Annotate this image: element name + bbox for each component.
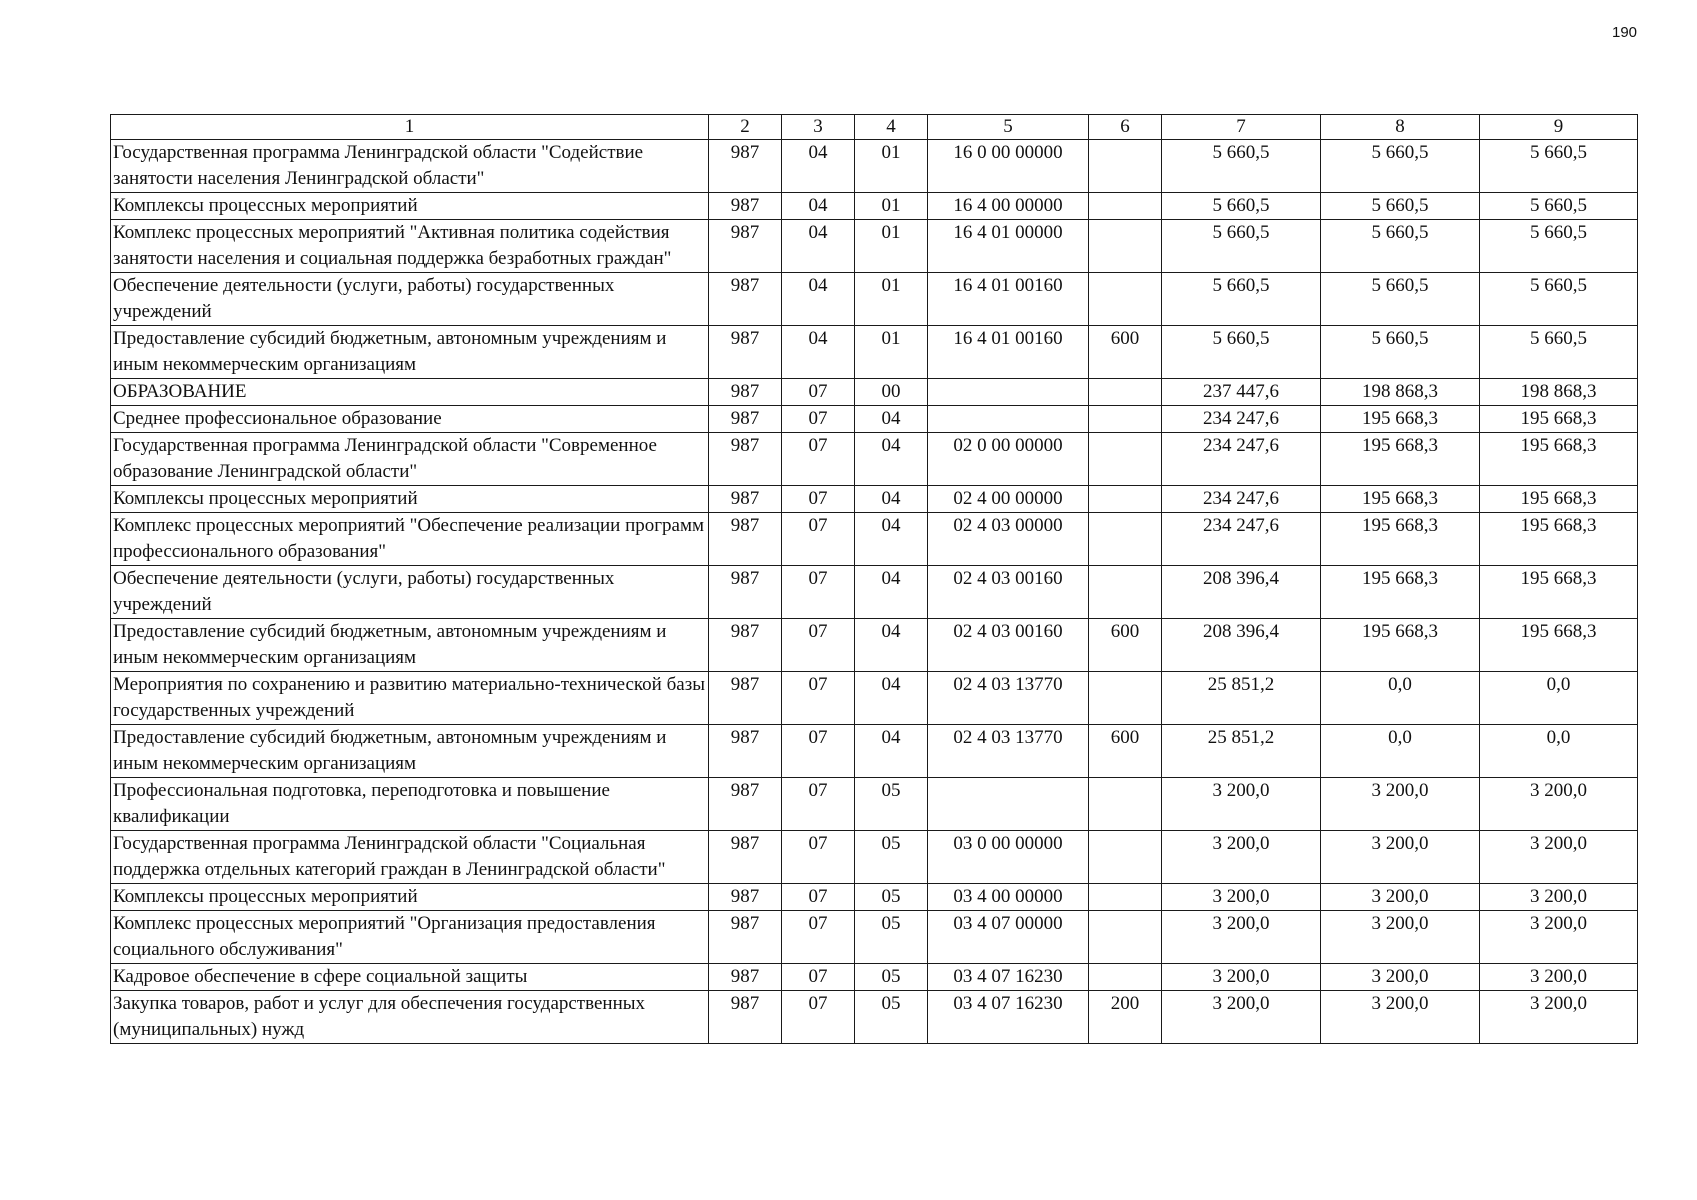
cell-expense-type bbox=[1089, 513, 1162, 566]
column-header: 9 bbox=[1480, 115, 1638, 140]
cell-admin-code: 987 bbox=[709, 884, 782, 911]
cell-section: 07 bbox=[782, 831, 855, 884]
cell-expense-type bbox=[1089, 193, 1162, 220]
row-name: Комплекс процессных мероприятий "Активная политика содействия занятости населения и социальная поддержка безработных граждан" bbox=[111, 220, 709, 273]
cell-subsection: 01 bbox=[855, 193, 928, 220]
row-name: Комплексы процессных мероприятий bbox=[111, 486, 709, 513]
cell-admin-code: 987 bbox=[709, 379, 782, 406]
row-name: Предоставление субсидий бюджетным, автономным учреждениям и иным некоммерческим организациям bbox=[111, 619, 709, 672]
cell-section: 07 bbox=[782, 486, 855, 513]
cell-target-article bbox=[928, 778, 1089, 831]
cell-target-article: 16 0 00 00000 bbox=[928, 140, 1089, 193]
cell-subsection: 04 bbox=[855, 513, 928, 566]
table-row bbox=[111, 406, 1638, 433]
cell-amount-1: 234 247,6 bbox=[1162, 433, 1321, 486]
table-row bbox=[111, 140, 1638, 193]
table-row bbox=[111, 884, 1638, 911]
cell-amount-1: 5 660,5 bbox=[1162, 326, 1321, 379]
cell-amount-3: 195 668,3 bbox=[1480, 566, 1638, 619]
cell-amount-2: 195 668,3 bbox=[1321, 619, 1480, 672]
cell-expense-type: 600 bbox=[1089, 619, 1162, 672]
cell-amount-1: 237 447,6 bbox=[1162, 379, 1321, 406]
cell-section: 07 bbox=[782, 964, 855, 991]
cell-admin-code: 987 bbox=[709, 406, 782, 433]
cell-amount-1: 25 851,2 bbox=[1162, 672, 1321, 725]
cell-amount-2: 3 200,0 bbox=[1321, 964, 1480, 991]
cell-amount-1: 3 200,0 bbox=[1162, 884, 1321, 911]
table-row bbox=[111, 725, 1638, 778]
cell-target-article: 02 4 03 00000 bbox=[928, 513, 1089, 566]
cell-subsection: 04 bbox=[855, 672, 928, 725]
cell-subsection: 05 bbox=[855, 831, 928, 884]
cell-amount-3: 3 200,0 bbox=[1480, 831, 1638, 884]
cell-subsection: 04 bbox=[855, 433, 928, 486]
cell-amount-2: 5 660,5 bbox=[1321, 140, 1480, 193]
cell-target-article: 02 4 03 00160 bbox=[928, 566, 1089, 619]
cell-admin-code: 987 bbox=[709, 433, 782, 486]
cell-amount-2: 195 668,3 bbox=[1321, 433, 1480, 486]
cell-section: 07 bbox=[782, 379, 855, 406]
cell-amount-1: 3 200,0 bbox=[1162, 964, 1321, 991]
cell-amount-2: 3 200,0 bbox=[1321, 831, 1480, 884]
cell-section: 07 bbox=[782, 991, 855, 1044]
cell-subsection: 01 bbox=[855, 326, 928, 379]
cell-target-article: 02 4 00 00000 bbox=[928, 486, 1089, 513]
cell-section: 07 bbox=[782, 619, 855, 672]
cell-amount-3: 3 200,0 bbox=[1480, 991, 1638, 1044]
cell-amount-2: 198 868,3 bbox=[1321, 379, 1480, 406]
cell-amount-2: 3 200,0 bbox=[1321, 991, 1480, 1044]
cell-section: 07 bbox=[782, 566, 855, 619]
cell-admin-code: 987 bbox=[709, 193, 782, 220]
column-header: 7 bbox=[1162, 115, 1321, 140]
column-header: 8 bbox=[1321, 115, 1480, 140]
cell-amount-2: 195 668,3 bbox=[1321, 406, 1480, 433]
cell-expense-type: 600 bbox=[1089, 725, 1162, 778]
cell-section: 07 bbox=[782, 884, 855, 911]
cell-target-article bbox=[928, 406, 1089, 433]
cell-amount-1: 3 200,0 bbox=[1162, 911, 1321, 964]
table-row bbox=[111, 326, 1638, 379]
cell-admin-code: 987 bbox=[709, 778, 782, 831]
cell-subsection: 04 bbox=[855, 406, 928, 433]
cell-amount-2: 3 200,0 bbox=[1321, 778, 1480, 831]
cell-expense-type bbox=[1089, 220, 1162, 273]
table-row bbox=[111, 193, 1638, 220]
cell-subsection: 05 bbox=[855, 991, 928, 1044]
cell-expense-type bbox=[1089, 911, 1162, 964]
row-name: Комплексы процессных мероприятий bbox=[111, 193, 709, 220]
cell-amount-1: 234 247,6 bbox=[1162, 406, 1321, 433]
table-body bbox=[111, 140, 1638, 1044]
cell-expense-type bbox=[1089, 486, 1162, 513]
cell-target-article: 03 4 00 00000 bbox=[928, 884, 1089, 911]
cell-amount-1: 5 660,5 bbox=[1162, 220, 1321, 273]
cell-target-article: 03 4 07 16230 bbox=[928, 991, 1089, 1044]
cell-expense-type: 600 bbox=[1089, 326, 1162, 379]
budget-table bbox=[110, 114, 1638, 1044]
cell-amount-3: 198 868,3 bbox=[1480, 379, 1638, 406]
cell-admin-code: 987 bbox=[709, 619, 782, 672]
cell-amount-1: 3 200,0 bbox=[1162, 831, 1321, 884]
cell-section: 07 bbox=[782, 672, 855, 725]
cell-amount-1: 234 247,6 bbox=[1162, 513, 1321, 566]
cell-section: 04 bbox=[782, 273, 855, 326]
table-row bbox=[111, 566, 1638, 619]
row-name: Государственная программа Ленинградской области "Современное образование Ленинградской области" bbox=[111, 433, 709, 486]
table-row bbox=[111, 964, 1638, 991]
cell-target-article: 03 4 07 00000 bbox=[928, 911, 1089, 964]
cell-amount-3: 0,0 bbox=[1480, 725, 1638, 778]
cell-amount-2: 5 660,5 bbox=[1321, 193, 1480, 220]
cell-amount-1: 3 200,0 bbox=[1162, 991, 1321, 1044]
cell-amount-2: 195 668,3 bbox=[1321, 513, 1480, 566]
row-name: Предоставление субсидий бюджетным, автономным учреждениям и иным некоммерческим организациям bbox=[111, 326, 709, 379]
cell-amount-2: 3 200,0 bbox=[1321, 911, 1480, 964]
header-row bbox=[111, 115, 1638, 140]
cell-expense-type bbox=[1089, 140, 1162, 193]
table-row bbox=[111, 778, 1638, 831]
row-name: Государственная программа Ленинградской области "Социальная поддержка отдельных категорий граждан в Ленинградской области" bbox=[111, 831, 709, 884]
cell-subsection: 05 bbox=[855, 964, 928, 991]
cell-expense-type bbox=[1089, 566, 1162, 619]
table-row bbox=[111, 220, 1638, 273]
column-header: 1 bbox=[111, 115, 709, 140]
column-header: 5 bbox=[928, 115, 1089, 140]
cell-subsection: 05 bbox=[855, 778, 928, 831]
cell-expense-type bbox=[1089, 379, 1162, 406]
cell-amount-3: 195 668,3 bbox=[1480, 619, 1638, 672]
cell-amount-2: 0,0 bbox=[1321, 725, 1480, 778]
cell-target-article: 02 4 03 00160 bbox=[928, 619, 1089, 672]
cell-expense-type bbox=[1089, 672, 1162, 725]
cell-subsection: 04 bbox=[855, 566, 928, 619]
cell-amount-1: 208 396,4 bbox=[1162, 566, 1321, 619]
row-name: Комплексы процессных мероприятий bbox=[111, 884, 709, 911]
cell-amount-3: 5 660,5 bbox=[1480, 273, 1638, 326]
column-header: 6 bbox=[1089, 115, 1162, 140]
row-name: Государственная программа Ленинградской области "Содействие занятости населения Ленинградской области" bbox=[111, 140, 709, 193]
row-name: Обеспечение деятельности (услуги, работы) государственных учреждений bbox=[111, 566, 709, 619]
table-row bbox=[111, 379, 1638, 406]
cell-amount-3: 3 200,0 bbox=[1480, 911, 1638, 964]
row-name: ОБРАЗОВАНИЕ bbox=[111, 379, 709, 406]
cell-subsection: 00 bbox=[855, 379, 928, 406]
row-name: Профессиональная подготовка, переподготовка и повышение квалификации bbox=[111, 778, 709, 831]
cell-amount-2: 5 660,5 bbox=[1321, 220, 1480, 273]
cell-expense-type bbox=[1089, 964, 1162, 991]
cell-admin-code: 987 bbox=[709, 513, 782, 566]
table-row bbox=[111, 619, 1638, 672]
cell-section: 04 bbox=[782, 140, 855, 193]
cell-subsection: 05 bbox=[855, 911, 928, 964]
cell-admin-code: 987 bbox=[709, 486, 782, 513]
row-name: Комплекс процессных мероприятий "Организация предоставления социального обслуживания" bbox=[111, 911, 709, 964]
column-header: 3 bbox=[782, 115, 855, 140]
row-name: Мероприятия по сохранению и развитию материально-технической базы государственных учреждений bbox=[111, 672, 709, 725]
table-row bbox=[111, 273, 1638, 326]
cell-amount-3: 5 660,5 bbox=[1480, 220, 1638, 273]
cell-section: 07 bbox=[782, 911, 855, 964]
cell-expense-type bbox=[1089, 433, 1162, 486]
cell-admin-code: 987 bbox=[709, 273, 782, 326]
cell-admin-code: 987 bbox=[709, 991, 782, 1044]
row-name: Среднее профессиональное образование bbox=[111, 406, 709, 433]
cell-amount-1: 25 851,2 bbox=[1162, 725, 1321, 778]
cell-amount-2: 0,0 bbox=[1321, 672, 1480, 725]
cell-amount-1: 5 660,5 bbox=[1162, 140, 1321, 193]
cell-section: 07 bbox=[782, 433, 855, 486]
cell-target-article: 03 4 07 16230 bbox=[928, 964, 1089, 991]
cell-admin-code: 987 bbox=[709, 672, 782, 725]
cell-target-article: 02 4 03 13770 bbox=[928, 672, 1089, 725]
cell-target-article: 16 4 01 00160 bbox=[928, 273, 1089, 326]
cell-target-article: 16 4 01 00160 bbox=[928, 326, 1089, 379]
cell-section: 07 bbox=[782, 725, 855, 778]
cell-expense-type bbox=[1089, 884, 1162, 911]
cell-expense-type: 200 bbox=[1089, 991, 1162, 1044]
table-row bbox=[111, 513, 1638, 566]
cell-amount-2: 3 200,0 bbox=[1321, 884, 1480, 911]
cell-amount-3: 5 660,5 bbox=[1480, 140, 1638, 193]
cell-subsection: 04 bbox=[855, 725, 928, 778]
cell-subsection: 01 bbox=[855, 273, 928, 326]
cell-amount-3: 195 668,3 bbox=[1480, 433, 1638, 486]
cell-amount-3: 195 668,3 bbox=[1480, 486, 1638, 513]
cell-section: 04 bbox=[782, 193, 855, 220]
row-name: Кадровое обеспечение в сфере социальной защиты bbox=[111, 964, 709, 991]
cell-amount-1: 234 247,6 bbox=[1162, 486, 1321, 513]
cell-section: 04 bbox=[782, 220, 855, 273]
cell-admin-code: 987 bbox=[709, 964, 782, 991]
cell-target-article: 16 4 01 00000 bbox=[928, 220, 1089, 273]
cell-amount-3: 195 668,3 bbox=[1480, 513, 1638, 566]
table-row bbox=[111, 991, 1638, 1044]
cell-section: 04 bbox=[782, 326, 855, 379]
row-name: Обеспечение деятельности (услуги, работы) государственных учреждений bbox=[111, 273, 709, 326]
table-row bbox=[111, 672, 1638, 725]
cell-amount-3: 0,0 bbox=[1480, 672, 1638, 725]
cell-admin-code: 987 bbox=[709, 911, 782, 964]
table-row bbox=[111, 486, 1638, 513]
cell-amount-2: 5 660,5 bbox=[1321, 273, 1480, 326]
cell-subsection: 01 bbox=[855, 220, 928, 273]
cell-admin-code: 987 bbox=[709, 566, 782, 619]
page-number: 190 bbox=[1612, 24, 1638, 41]
cell-target-article: 16 4 00 00000 bbox=[928, 193, 1089, 220]
cell-amount-3: 5 660,5 bbox=[1480, 326, 1638, 379]
cell-admin-code: 987 bbox=[709, 220, 782, 273]
cell-target-article bbox=[928, 379, 1089, 406]
cell-amount-3: 5 660,5 bbox=[1480, 193, 1638, 220]
row-name: Закупка товаров, работ и услуг для обеспечения государственных (муниципальных) нужд bbox=[111, 991, 709, 1044]
table-row bbox=[111, 911, 1638, 964]
cell-amount-3: 3 200,0 bbox=[1480, 778, 1638, 831]
cell-amount-1: 5 660,5 bbox=[1162, 193, 1321, 220]
cell-amount-1: 208 396,4 bbox=[1162, 619, 1321, 672]
cell-subsection: 01 bbox=[855, 140, 928, 193]
cell-target-article: 02 4 03 13770 bbox=[928, 725, 1089, 778]
cell-expense-type bbox=[1089, 273, 1162, 326]
cell-amount-1: 5 660,5 bbox=[1162, 273, 1321, 326]
row-name: Комплекс процессных мероприятий "Обеспечение реализации программ профессионального образования" bbox=[111, 513, 709, 566]
column-header: 4 bbox=[855, 115, 928, 140]
cell-section: 07 bbox=[782, 513, 855, 566]
table-row bbox=[111, 831, 1638, 884]
cell-amount-2: 195 668,3 bbox=[1321, 486, 1480, 513]
cell-amount-1: 3 200,0 bbox=[1162, 778, 1321, 831]
cell-target-article: 03 0 00 00000 bbox=[928, 831, 1089, 884]
cell-expense-type bbox=[1089, 831, 1162, 884]
cell-amount-2: 5 660,5 bbox=[1321, 326, 1480, 379]
table-row bbox=[111, 433, 1638, 486]
cell-admin-code: 987 bbox=[709, 831, 782, 884]
cell-amount-3: 3 200,0 bbox=[1480, 884, 1638, 911]
cell-expense-type bbox=[1089, 406, 1162, 433]
cell-subsection: 05 bbox=[855, 884, 928, 911]
cell-admin-code: 987 bbox=[709, 725, 782, 778]
cell-admin-code: 987 bbox=[709, 326, 782, 379]
cell-section: 07 bbox=[782, 778, 855, 831]
cell-target-article: 02 0 00 00000 bbox=[928, 433, 1089, 486]
row-name: Предоставление субсидий бюджетным, автономным учреждениям и иным некоммерческим организациям bbox=[111, 725, 709, 778]
cell-amount-3: 195 668,3 bbox=[1480, 406, 1638, 433]
cell-section: 07 bbox=[782, 406, 855, 433]
cell-expense-type bbox=[1089, 778, 1162, 831]
cell-subsection: 04 bbox=[855, 619, 928, 672]
cell-admin-code: 987 bbox=[709, 140, 782, 193]
column-header: 2 bbox=[709, 115, 782, 140]
cell-amount-3: 3 200,0 bbox=[1480, 964, 1638, 991]
cell-subsection: 04 bbox=[855, 486, 928, 513]
table-header bbox=[111, 115, 1638, 140]
cell-amount-2: 195 668,3 bbox=[1321, 566, 1480, 619]
